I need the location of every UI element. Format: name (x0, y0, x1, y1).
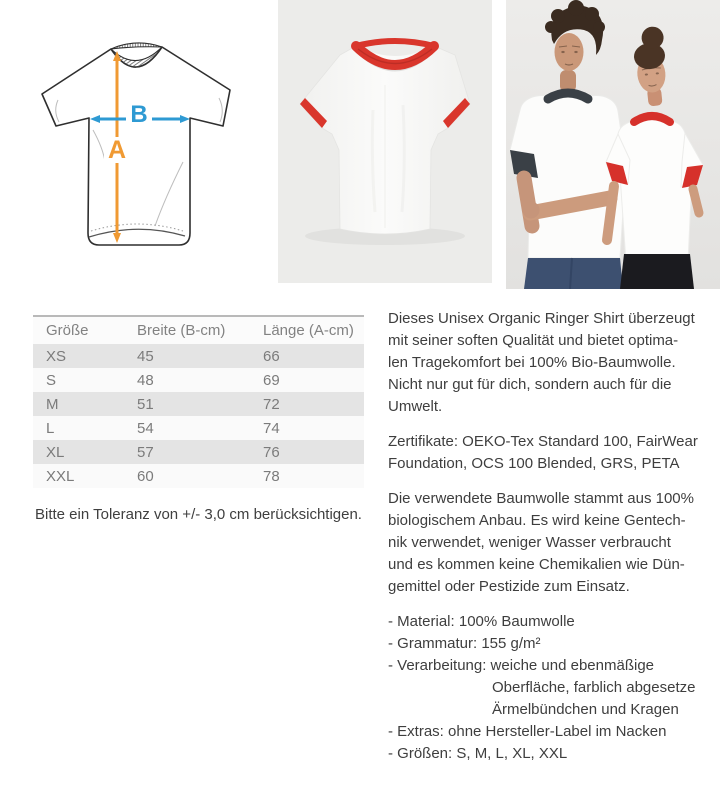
woman-shirt (618, 117, 692, 262)
size-diagram (33, 40, 253, 255)
size-cell: XXL (46, 467, 75, 485)
detail-item-continuation: Oberfläche, farblich abgesetze (492, 679, 696, 696)
man-hair-curl (568, 0, 584, 16)
product-photo (278, 0, 492, 283)
width-cell: 48 (137, 371, 154, 389)
table-row (33, 440, 364, 464)
size-cell: L (46, 419, 55, 437)
man-hair-curl (545, 21, 557, 33)
text-line: Die verwendete Baumwolle stammt aus 100% (388, 490, 694, 507)
ringer-shirt-photo (278, 0, 492, 283)
details-list (388, 611, 720, 765)
woman-arm (607, 186, 614, 240)
size-diagram-drawing (33, 40, 253, 255)
detail-item: - Verarbeitung: weiche und ebenmäßige (388, 657, 655, 674)
models-illustration (506, 0, 720, 289)
width-label: B (130, 101, 148, 128)
cotton-paragraph (388, 488, 720, 598)
length-cell: 72 (263, 395, 280, 413)
text-line: nik verwendet, weniger Wasser verbraucht (388, 534, 671, 551)
table-row (33, 416, 364, 440)
detail-item: - Grammatur: 155 g/m² (388, 635, 541, 652)
column-header-width: Breite (B-cm) (137, 316, 263, 344)
width-cell: 45 (137, 347, 154, 365)
man-hair-curl (593, 21, 605, 33)
intro-paragraph (388, 308, 720, 418)
column-header-length: Länge (A-cm) (263, 316, 364, 344)
collar-back-band (111, 43, 162, 49)
models-photo (506, 0, 720, 289)
text-line: len Tragekomfort bei 100% Bio-Baumwolle. (388, 354, 676, 371)
length-cell: 78 (263, 467, 280, 485)
length-cell: 69 (263, 371, 280, 389)
man-jeans (524, 258, 623, 289)
text-line: mit seiner soften Qualität und bietet optima- (388, 332, 679, 349)
size-cell: S (46, 371, 57, 389)
table-row (33, 392, 364, 416)
length-cell: 66 (263, 347, 280, 365)
text-line: und es kommen keine Chemikalien wie Dün- (388, 556, 685, 573)
text-line: Zertifikate: OEKO-Tex Standard 100, FairWear (388, 433, 698, 450)
man-hand (523, 202, 540, 219)
text-line: biologischem Anbau. Es wird keine Gentech- (388, 512, 686, 529)
detail-item: - Größen: S, M, L, XL, XXL (388, 745, 568, 762)
length-label: A (107, 136, 127, 164)
text-line: Umwelt. (388, 398, 443, 415)
length-cell: 76 (263, 443, 280, 461)
width-cell: 54 (137, 419, 154, 437)
tshirt-outline (42, 43, 230, 245)
size-cell: XL (46, 443, 65, 461)
woman-pants (620, 254, 694, 289)
detail-item: - Material: 100% Baumwolle (388, 613, 575, 630)
text-line: Foundation, OCS 100 Blended, GRS, PETA (388, 455, 680, 472)
table-row (33, 368, 364, 392)
certificates-paragraph (388, 431, 720, 475)
width-cell: 51 (137, 395, 154, 413)
size-cell: XS (46, 347, 67, 365)
detail-item-continuation: Ärmelbündchen und Kragen (492, 701, 679, 718)
text-line: Nicht nur gut für dich, sondern auch für die (388, 376, 672, 393)
woman-arm-right (693, 189, 699, 213)
tolerance-note: Bitte ein Toleranz von +/- 3,0 cm berücksichtigen. (35, 506, 362, 523)
size-cell: M (46, 395, 59, 413)
size-table-header-row (33, 316, 364, 344)
width-cell: 57 (137, 443, 154, 461)
man-hair-curl (551, 9, 565, 23)
table-row (33, 464, 364, 488)
detail-item: - Extras: ohne Hersteller-Label im Nacken (388, 723, 667, 740)
size-table (33, 315, 364, 488)
width-cell: 60 (137, 467, 154, 485)
text-line: Dieses Unisex Organic Ringer Shirt überzeugt (388, 310, 695, 327)
table-row (33, 344, 364, 368)
man-hair-curl (585, 7, 599, 21)
text-line: gemittel oder Pestizide zum Einsatz. (388, 578, 630, 595)
product-description (388, 308, 720, 778)
column-header-size: Größe (33, 316, 137, 344)
length-cell: 74 (263, 419, 280, 437)
